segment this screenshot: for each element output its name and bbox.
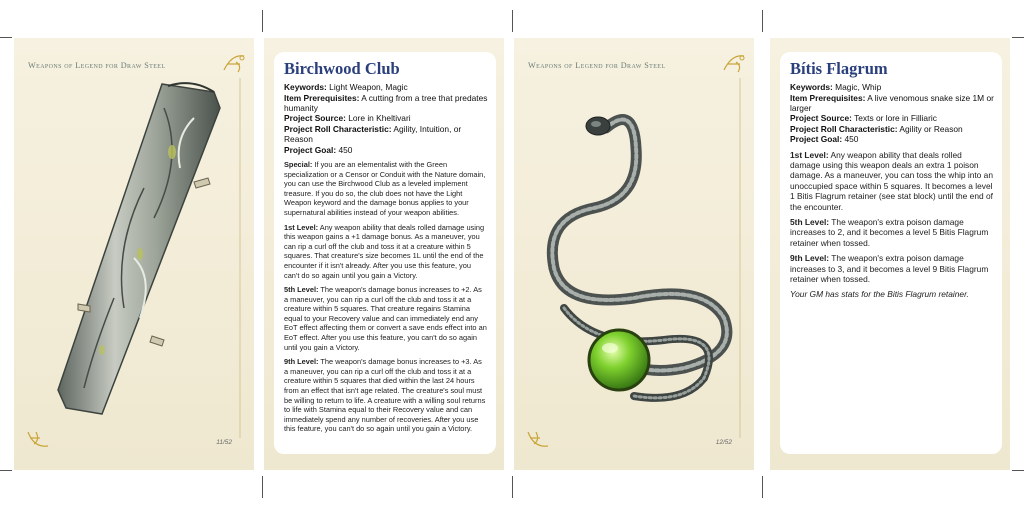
page-number: 11/52 [216, 439, 232, 446]
label: Project Source: [284, 113, 346, 124]
label: Item Prerequisites: [790, 92, 866, 103]
bitis-flagrum-illustration [524, 108, 744, 408]
goal-line [790, 134, 994, 144]
crop-mark [1012, 470, 1024, 471]
value: 450 [844, 134, 859, 145]
crop-mark [1012, 37, 1024, 38]
birchwood-text-panel [264, 38, 504, 470]
bottom-flourish-icon [526, 428, 550, 450]
label: 1st Level: [790, 149, 829, 160]
value: Texts or lore in Filliaric [854, 113, 937, 124]
label: 9th Level: [790, 253, 830, 264]
crop-mark [512, 10, 513, 32]
keywords-line [284, 82, 488, 92]
label: Project Source: [790, 113, 852, 124]
label: 9th Level: [284, 357, 319, 367]
label: 5th Level: [284, 285, 319, 295]
roll-line [790, 124, 994, 134]
text: Any weapon ability that deals rolled damage using this weapon deals an extra 1 poison damage. As a maneuver, you can toss the whip into an unoccupied space within 5 squares. It becomes a level 1 Bitis Flagrum retainer (see stat block) until the end of the encounter. [790, 149, 993, 212]
value: 450 [338, 144, 353, 155]
label: Special: [284, 159, 313, 169]
crop-mark [262, 476, 263, 498]
value: A live venomous snake size 1M or larger [790, 92, 994, 113]
label: Keywords: [284, 82, 327, 93]
crop-mark [762, 10, 763, 32]
running-head: Weapons of Legend for Draw Steel [28, 61, 166, 70]
crop-mark [262, 10, 263, 32]
item-title: Bítis Flagrum [790, 59, 888, 78]
text: If you are an elementalist with the Green specialization or a Censor or Conduit with the Nature domain, you can use the Birchwood Club as a leveled implement treasure. If you do so, the club does not have the Light Weapon keyword and the damage bonus applies to your supernatural abilities instead of your weapon abilities. [284, 159, 486, 217]
level-5-paragraph [284, 285, 488, 352]
birchwood-card [274, 52, 496, 454]
crop-mark [0, 37, 12, 38]
value: Lore in Kheltivari [348, 113, 411, 124]
label: Keywords: [790, 82, 833, 93]
level-1-paragraph [284, 223, 488, 281]
text: The weapon's damage bonus increases to +2. As a maneuver, you can rip a curl off the club and toss it at a creature within 5 squares. That creature regains Stamina equal to your Recovery value and can immediately end any EoT effect affecting them or convert a save ends effect into an EoT effect. After you use this feature, you can't do so again until you gain a Victory. [284, 285, 487, 352]
margin-line [239, 78, 242, 438]
keywords-line [790, 82, 994, 92]
label: Project Goal: [790, 134, 843, 145]
text: The weapon's extra poison damage increases to 3, and it becomes a level 9 Bitis Flagrum retainer when tossed. [790, 253, 989, 285]
prereq-line [790, 93, 994, 114]
page-number: 12/52 [715, 439, 732, 446]
bitis-text-panel [770, 38, 1010, 470]
label: Project Roll Characteristic: [284, 123, 392, 134]
value: Light Weapon, Magic [329, 82, 408, 93]
corner-flourish-icon [722, 52, 748, 74]
level-1-paragraph [790, 150, 994, 212]
label: 1st Level: [284, 222, 319, 232]
bitis-art-panel [514, 38, 754, 470]
value: Agility, Intuition, or Reason [284, 123, 462, 145]
bottom-flourish-icon [26, 428, 50, 450]
label: Project Goal: [284, 144, 337, 155]
value: Agility or Reason [899, 123, 963, 134]
running-head: Weapons of Legend for Draw Steel [528, 61, 666, 70]
item-title: Birchwood Club [284, 59, 400, 78]
source-line [284, 113, 488, 123]
corner-flourish-icon [222, 52, 248, 74]
label: 5th Level: [790, 217, 830, 228]
value: A cutting from a tree that predates humanity [284, 92, 488, 113]
crop-mark [762, 476, 763, 498]
crop-mark [512, 476, 513, 498]
level-9-paragraph [284, 357, 488, 434]
value: Magic, Whip [835, 82, 882, 93]
prereq-line [284, 93, 488, 114]
birchwood-art-panel [14, 38, 254, 470]
special-paragraph [284, 160, 488, 218]
gm-note: Your GM has stats for the Bitis Flagrum retainer. [790, 289, 969, 300]
level-9-paragraph [790, 253, 994, 284]
birchwood-club-illustration [44, 78, 234, 428]
source-line [790, 113, 994, 123]
roll-line [284, 124, 488, 145]
text: Any weapon ability that deals rolled damage using this weapon gains a +1 damage bonus. As a maneuver, you can rip a curl off the club and toss it at a creature within 5 squares. That creature's size becomes 1L until the end of the encounter if it isn't already. After you use this feature, you can't do so again until you gain a Victory. [284, 222, 485, 280]
bitis-card [780, 52, 1002, 454]
text: The weapon's damage bonus increases to +3. As a maneuver, you can rip a curl off the club and toss it at a creature within 5 squares that died within the last 24 hours from an effect that isn't age related. The creature's soul must be willing to return to life. A creature with a willing soul returns to life with Stamina equal to their Recovery value and can immediately spend any number of recoveries. After you use this feature, you can't do so again until you gain a Victory. [284, 357, 486, 434]
label: Project Roll Characteristic: [790, 123, 898, 134]
level-5-paragraph [790, 217, 994, 248]
crop-mark [0, 470, 12, 471]
goal-line [284, 145, 488, 155]
label: Item Prerequisites: [284, 92, 360, 103]
text: The weapon's extra poison damage increases to 2, and it becomes a level 5 Bitis Flagrum retainer when tossed. [790, 217, 989, 248]
